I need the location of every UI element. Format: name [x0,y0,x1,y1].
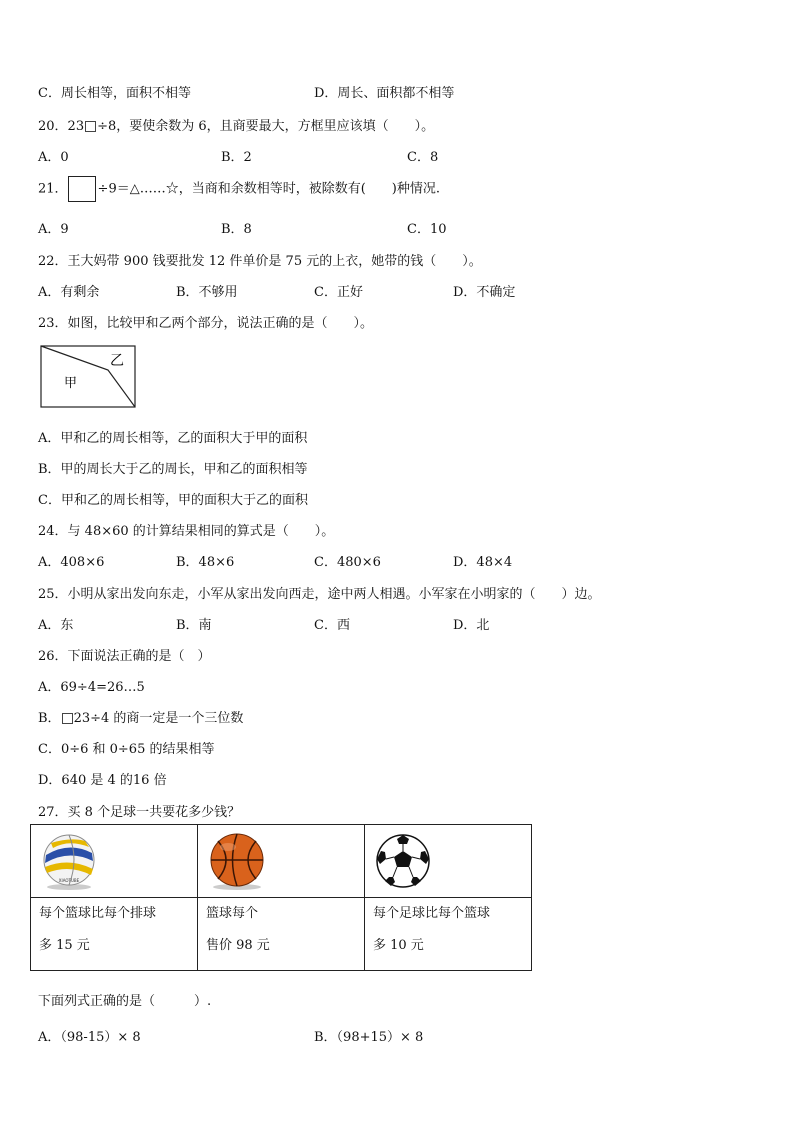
q22-option-b[interactable]: B．不够用 [176,285,238,300]
q22-stem: 22．王大妈带 900 钱要批发 12 件单价是 75 元的上衣，她带的钱（ ）。 [38,254,482,269]
q26-stem: 26．下面说法正确的是（ ） [38,649,211,664]
q19-option-c[interactable]: C．周长相等，面积不相等 [38,86,191,101]
q21-stem [38,176,440,202]
info-line: 每个足球比每个篮球 [373,906,491,921]
q22-option-a[interactable]: A．有剩余 [38,285,100,300]
q20-stem-pre: 20．23 [38,119,85,134]
q21-option-c[interactable]: C．10 [407,222,447,237]
q22-option-c[interactable]: C．正好 [314,285,363,300]
q23-option-b[interactable]: B．甲的周长大于乙的周长，甲和乙的面积相等 [38,462,308,477]
blank-box [62,713,73,724]
volleyball-info [31,898,198,971]
q23-stem: 23．如图，比较甲和乙两个部分，说法正确的是（ ）。 [38,316,374,331]
q26-option-c[interactable]: C．0÷6 和 0÷65 的结果相等 [38,742,215,757]
q23-option-c[interactable]: C．甲和乙的周长相等，甲的面积大于乙的面积 [38,493,308,508]
basketball-info [198,898,365,971]
basketball-cell [198,825,365,898]
info-line: 篮球每个 [206,906,259,921]
label-jia: 甲 [64,376,78,391]
q21-option-a[interactable]: A．9 [38,222,69,237]
basketball-icon [206,831,268,891]
soccer-ball-cell [365,825,532,898]
q24-option-b[interactable]: B．48×6 [176,555,235,570]
q24-stem: 24．与 48×60 的计算结果相同的算式是（ ）。 [38,524,335,539]
q19-option-d[interactable]: D．周长、面积都不相等 [314,86,455,101]
q26-option-a[interactable]: A．69÷4=26…5 [38,680,145,695]
q20-option-a[interactable]: A．0 [38,150,69,165]
q27-option-a[interactable]: A．（98-15）× 8 [38,1030,141,1045]
volleyball-icon [39,831,99,891]
q25-option-a[interactable]: A．东 [38,618,74,633]
q26-option-d[interactable]: D．640 是 4 的16 倍 [38,773,167,788]
q26-option-b-prefix: B． [38,711,61,726]
soccer-ball-info [365,898,532,971]
q26-option-b-text: 23÷4 的商一定是一个三位数 [73,711,244,726]
q20-option-c[interactable]: C．8 [407,150,439,165]
q22-option-d[interactable]: D．不确定 [453,285,516,300]
info-line: 每个篮球比每个排球 [39,906,157,921]
q25-option-b[interactable]: B．南 [176,618,212,633]
q23-option-a[interactable]: A．甲和乙的周长相等，乙的面积大于甲的面积 [38,431,308,446]
label-yi: 乙 [110,353,124,369]
q27-stem: 27．买 8 个足球一共要花多少钱？ [38,805,241,820]
q26-option-b[interactable] [38,707,243,726]
q21-number: 21． [38,181,68,197]
q24-option-d[interactable]: D．48×4 [453,555,513,570]
q23-figure [40,345,138,409]
svg-text:XIAOTUBE: XIAOTUBE [58,878,80,883]
q21-stem-post: ÷9＝△……☆，当商和余数相等时，被除数有( )种情况. [97,181,440,197]
info-line: 多 15 元 [39,938,90,953]
q25-stem: 25．小明从家出发向东走，小军从家出发向西走，途中两人相遇。小军家在小明家的（ ）边。 [38,587,601,602]
volleyball-cell [31,825,198,898]
q20-option-b[interactable]: B．2 [221,150,252,165]
info-line: 售价 98 元 [206,938,270,953]
q20-stem [38,115,434,134]
q21-option-b[interactable]: B．8 [221,222,252,237]
q25-option-c[interactable]: C．西 [314,618,350,633]
q27-sub-question: 下面列式正确的是（ ）. [38,994,212,1009]
soccer-ball-icon [373,831,433,891]
q25-option-d[interactable]: D．北 [453,618,490,633]
q24-option-c[interactable]: C．480×6 [314,555,381,570]
q20-stem-post: ÷8，要使余数为 6，且商要最大，方框里应该填（ ）。 [97,119,435,134]
blank-box [85,121,96,132]
blank-box [68,176,96,202]
q27-option-b[interactable]: B．（98+15）× 8 [314,1030,424,1045]
q27-info-table [30,824,532,971]
q24-option-a[interactable]: A．408×6 [38,555,105,570]
info-line: 多 10 元 [373,938,424,953]
